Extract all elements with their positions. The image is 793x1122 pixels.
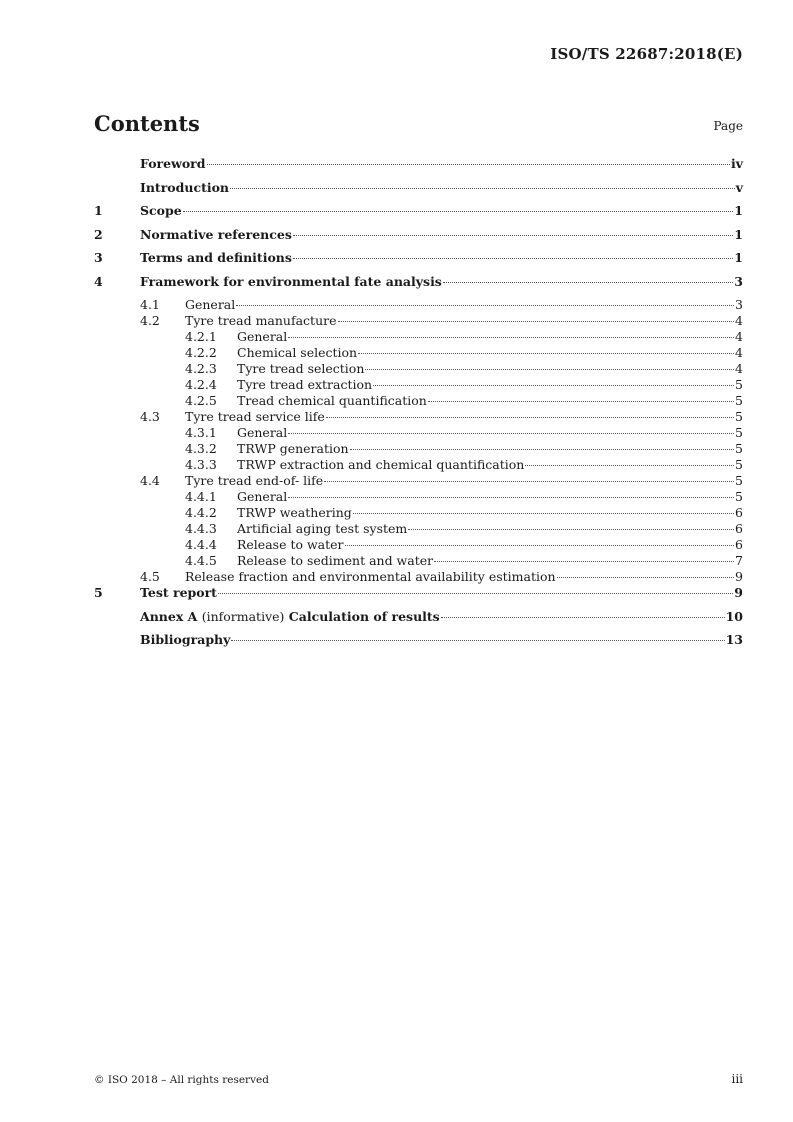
toc-entry-page: 6: [735, 521, 743, 536]
toc-entry-title-text: Normative references: [140, 226, 292, 242]
toc-entry[interactable]: [94, 569, 743, 585]
toc-entry-title: [237, 393, 427, 409]
toc-entry[interactable]: [94, 585, 743, 609]
toc-entry-title: [237, 377, 372, 393]
toc-entry-title: [237, 361, 364, 377]
toc-entry-number: 4.2: [140, 313, 160, 328]
toc-entry-title-text: Tread chemical quantification: [237, 393, 427, 408]
toc-entry-page: 4: [735, 313, 743, 328]
toc-entry[interactable]: [94, 553, 743, 569]
toc-entry-page: 1: [734, 250, 743, 265]
toc-dot-leader: [326, 417, 734, 418]
toc-entry-title-text: General: [237, 425, 288, 440]
toc-entry-number: 4.4.4: [185, 537, 217, 552]
toc-entry-number: 4.3: [140, 409, 160, 424]
toc-entry-page: 6: [735, 505, 743, 520]
toc-entry-title: [237, 505, 352, 521]
toc-dot-leader: [358, 353, 734, 354]
toc-entry-number: 4.4.1: [185, 489, 217, 504]
toc-dot-leader: [236, 305, 734, 306]
toc-entry[interactable]: [94, 297, 743, 313]
toc-entry-page: 5: [735, 441, 743, 456]
toc-entry-title: [237, 537, 344, 553]
toc-entry-number: 4.2.5: [185, 393, 217, 408]
toc-entry-title: [185, 409, 325, 425]
toc-entry-page: 9: [735, 569, 743, 584]
toc-entry-title-text: Foreword: [140, 156, 206, 171]
toc-entry-title: [185, 313, 337, 329]
toc-entry-title-text: General: [237, 329, 288, 344]
copyright-notice: © ISO 2018 – All rights reserved: [94, 1074, 269, 1086]
toc-entry-page: 5: [735, 377, 743, 392]
toc-entry-page: 9: [734, 585, 743, 600]
toc-entry-title: [140, 250, 292, 266]
toc-entry-title: [140, 632, 230, 648]
toc-entry-title-text: Tyre tread service life: [185, 409, 325, 424]
toc-dot-leader: [441, 617, 725, 618]
toc-entry-title-text: Release to water: [237, 537, 344, 552]
toc-dot-leader: [443, 282, 733, 283]
toc-entry[interactable]: [94, 457, 743, 473]
toc-entry-title: [185, 569, 556, 585]
toc-entry-number: 2: [94, 226, 103, 242]
toc-entry-title-text: Chemical selection: [237, 345, 358, 360]
toc-entry-annex-title: Calculation of results: [288, 608, 440, 624]
toc-entry-title-text: Tyre tread extraction: [237, 377, 373, 392]
toc-entry-title: [237, 457, 524, 473]
toc-entry[interactable]: [94, 441, 743, 457]
toc-entry-title: [140, 274, 442, 290]
toc-entry-number: 4.2.1: [185, 329, 217, 344]
toc-entry[interactable]: [94, 505, 743, 521]
toc-entry-number: 4.5: [140, 569, 160, 584]
toc-dot-leader: [293, 235, 733, 236]
toc-entry[interactable]: [94, 609, 743, 633]
toc-entry[interactable]: [94, 250, 743, 274]
toc-entry[interactable]: [94, 632, 743, 656]
toc-entry-page: v: [735, 179, 743, 195]
page-title: Contents: [94, 111, 200, 136]
toc-entry-title: [237, 345, 357, 361]
toc-entry[interactable]: [94, 274, 743, 298]
toc-entry[interactable]: [94, 329, 743, 345]
toc-entry[interactable]: [94, 180, 743, 204]
toc-entry-title-text: Bibliography: [140, 632, 231, 647]
toc-entry-title-text: TRWP generation: [237, 441, 349, 456]
toc-entry-number: 1: [94, 203, 103, 218]
toc-dot-leader: [434, 561, 734, 562]
toc-dot-leader: [557, 577, 734, 578]
toc-dot-leader: [288, 337, 734, 338]
toc-entry-number: 4.2.2: [185, 345, 217, 360]
toc-dot-leader: [231, 640, 724, 641]
toc-entry-number: 4.3.2: [185, 441, 217, 456]
toc-entry-page: 6: [735, 537, 743, 552]
toc-entry-page: 5: [735, 473, 743, 488]
toc-entry-title: [237, 329, 287, 345]
toc-entry-page: 5: [735, 425, 743, 440]
toc-entry-page: 3: [735, 297, 743, 312]
toc-entry-page: 13: [725, 632, 743, 647]
toc-entry-number: 4.2.3: [185, 361, 217, 376]
toc-entry-title: [237, 425, 287, 441]
table-of-contents: [94, 156, 743, 656]
toc-entry-title-text: TRWP extraction and chemical quantification: [237, 457, 525, 472]
toc-entry-annex-type: (informative): [201, 608, 285, 624]
toc-dot-leader: [353, 513, 734, 514]
toc-entry[interactable]: [94, 203, 743, 227]
toc-entry-number: 4.4.3: [185, 521, 217, 536]
toc-entry-number: 5: [94, 585, 103, 600]
toc-entry-title-text: Tyre tread end-of- life: [185, 473, 324, 488]
toc-entry-page: 1: [734, 226, 743, 242]
toc-entry-page: 5: [735, 457, 743, 472]
toc-entry-number: 4.4.2: [185, 505, 217, 520]
toc-entry-number: 4.4.5: [185, 553, 217, 568]
toc-dot-leader: [428, 401, 734, 402]
toc-entry-page: 4: [735, 345, 743, 360]
toc-entry-title-text: Test report: [140, 585, 217, 600]
toc-entry-title-text: General: [185, 297, 236, 312]
toc-entry-page: 3: [734, 273, 743, 289]
toc-entry-page: 5: [735, 489, 743, 504]
toc-entry-title-text: General: [237, 489, 288, 504]
toc-entry[interactable]: [94, 313, 743, 329]
toc-entry-number: 4.3.3: [185, 457, 217, 472]
toc-entry-title: [140, 227, 292, 243]
toc-entry-title-text: Tyre tread manufacture: [185, 313, 337, 328]
toc-dot-leader: [345, 545, 735, 546]
toc-dot-leader: [350, 449, 734, 450]
toc-dot-leader: [218, 593, 733, 594]
toc-entry-title-text: Introduction: [140, 179, 230, 195]
toc-dot-leader: [525, 465, 734, 466]
toc-entry-title: [140, 609, 440, 625]
toc-entry-page: 10: [725, 608, 743, 624]
toc-entry-title: [140, 180, 229, 196]
toc-entry-title-text: Framework for environmental fate analysis: [140, 273, 442, 289]
toc-entry-number: 4.2.4: [185, 377, 217, 392]
toc-entry[interactable]: [94, 156, 743, 180]
toc-entry[interactable]: [94, 393, 743, 409]
toc-entry-title-text: Terms and definitions: [140, 250, 292, 265]
toc-entry-page: 5: [735, 409, 743, 424]
toc-entry-page: 5: [735, 393, 743, 408]
toc-entry-title: [140, 585, 217, 601]
toc-entry[interactable]: [94, 361, 743, 377]
toc-dot-leader: [408, 529, 734, 530]
toc-dot-leader: [207, 164, 730, 165]
toc-dot-leader: [365, 369, 734, 370]
toc-entry-title-text: Annex A: [140, 608, 198, 624]
toc-dot-leader: [338, 321, 735, 322]
toc-entry-title: [185, 297, 235, 313]
toc-entry-title: [237, 521, 407, 537]
toc-entry-title: [237, 441, 349, 457]
toc-entry[interactable]: [94, 489, 743, 505]
toc-entry-number: 4.3.1: [185, 425, 217, 440]
toc-entry-title-text: Scope: [140, 203, 182, 218]
toc-entry[interactable]: [94, 537, 743, 553]
toc-entry-page: 1: [734, 203, 743, 218]
toc-dot-leader: [324, 481, 734, 482]
toc-dot-leader: [373, 385, 734, 386]
toc-dot-leader: [230, 188, 735, 189]
toc-entry-title: [140, 156, 206, 172]
page-number: iii: [731, 1072, 743, 1086]
toc-entry-title: [237, 489, 287, 505]
toc-entry[interactable]: [94, 473, 743, 489]
toc-entry[interactable]: [94, 425, 743, 441]
toc-entry-title: [237, 553, 433, 569]
toc-entry-title: [140, 203, 182, 219]
page-column-label: Page: [713, 119, 743, 133]
toc-entry-number: 3: [94, 250, 103, 265]
document-id: ISO/TS 22687:2018(E): [550, 45, 743, 63]
toc-entry-title-text: Artificial aging test system: [237, 521, 408, 536]
toc-dot-leader: [288, 433, 734, 434]
toc-dot-leader: [293, 258, 733, 259]
toc-entry-title: [185, 473, 323, 489]
toc-entry[interactable]: [94, 377, 743, 393]
toc-entry-title-text: Release fraction and environmental availability estimation: [185, 569, 556, 584]
toc-entry[interactable]: [94, 345, 743, 361]
toc-entry-page: 4: [735, 329, 743, 344]
toc-entry-number: 4.1: [140, 297, 160, 312]
toc-entry-title-text: TRWP weathering: [237, 505, 352, 520]
toc-entry-page: 4: [735, 361, 743, 376]
toc-entry-page: 7: [735, 553, 743, 568]
toc-dot-leader: [183, 211, 734, 212]
toc-entry-number: 4.4: [140, 473, 160, 488]
toc-entry[interactable]: [94, 409, 743, 425]
toc-entry-title-text: Tyre tread selection: [237, 361, 365, 376]
toc-entry-number: 4: [94, 273, 103, 289]
toc-entry[interactable]: [94, 227, 743, 251]
toc-entry-title-text: Release to sediment and water: [237, 553, 434, 568]
toc-entry[interactable]: [94, 521, 743, 537]
toc-dot-leader: [288, 497, 734, 498]
toc-entry-page: iv: [730, 156, 743, 171]
